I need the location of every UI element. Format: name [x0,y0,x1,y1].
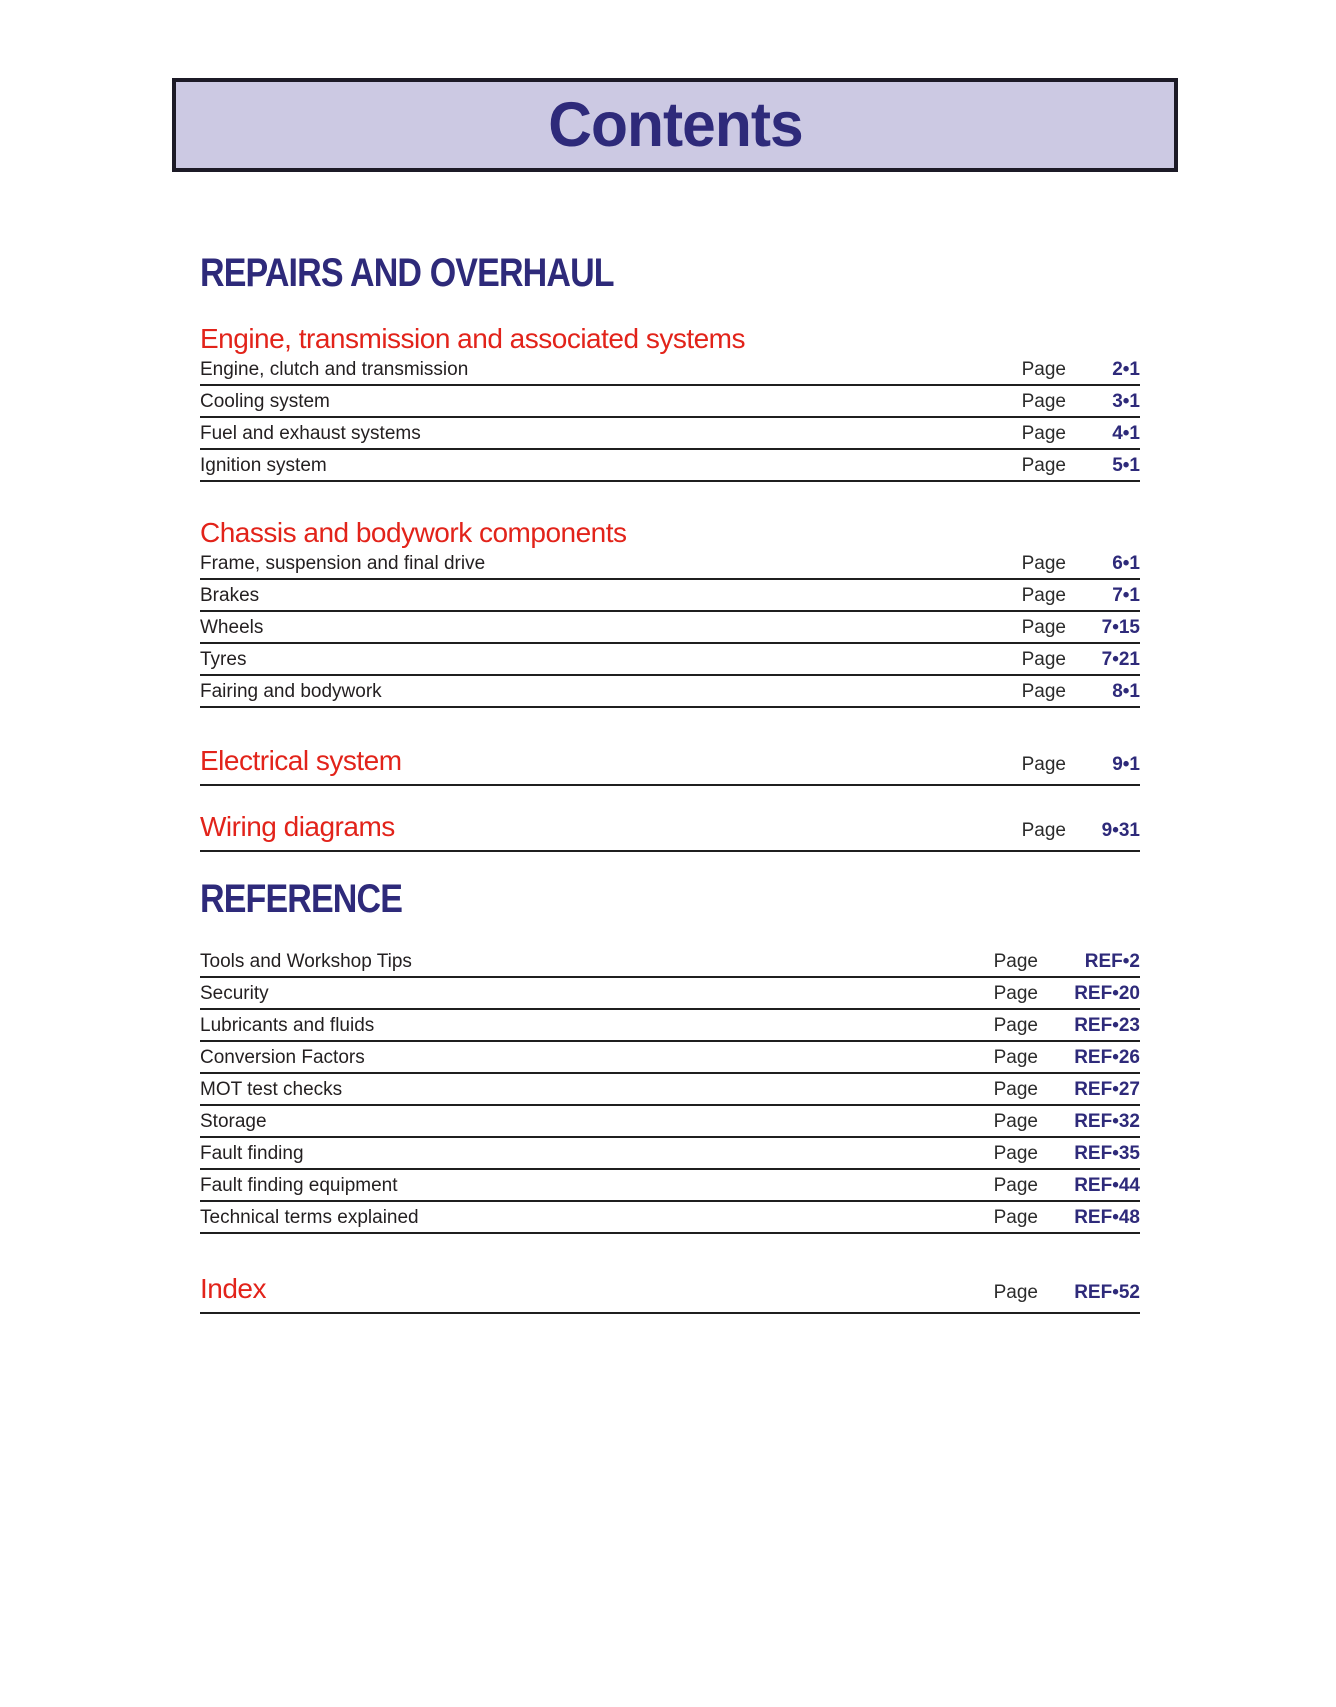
page-cell [994,983,1140,1005]
toc-row [200,1010,1140,1042]
page-word: Page [993,1047,1038,1068]
page-number: 6•1 [1112,553,1140,574]
row-label: Frame, suspension and final drive [200,553,486,574]
page-number: REF•52 [1074,1282,1140,1303]
toc-row [200,1074,1140,1106]
page-number: REF•26 [1074,1047,1140,1068]
page-word: Page [1021,423,1066,444]
row-label: Tyres [200,649,247,670]
page-number: 9•1 [1112,754,1140,775]
index-section-heading: Index [200,1273,266,1304]
page-word: Page [1021,754,1066,775]
toc-row [200,612,1140,644]
toc-row [200,946,1140,978]
page-word: Page [1021,391,1066,412]
page-cell [994,1143,1140,1165]
page-cell [994,951,1140,973]
toc-row [200,676,1140,708]
page-cell [994,1079,1140,1101]
page-number: 4•1 [1112,423,1140,444]
page-cell [994,1207,1140,1229]
electrical-section-heading: Electrical system [200,745,402,776]
page-cell [1022,423,1140,445]
row-label: Tools and Workshop Tips [200,951,412,972]
row-label: Security [200,983,269,1004]
page-cell [994,1175,1140,1197]
row-label: Storage [200,1111,267,1132]
page-number: 7•21 [1101,649,1140,670]
page-word: Page [993,1175,1038,1196]
row-label: Fault finding [200,1143,304,1164]
toc-row [200,450,1140,482]
toc-row [200,1042,1140,1074]
table-of-contents [200,240,1140,1314]
row-label: Lubricants and fluids [200,1015,375,1036]
toc-row [200,580,1140,612]
page-word: Page [993,1111,1038,1132]
page-word: Page [993,1282,1038,1303]
page-number: REF•32 [1074,1111,1140,1132]
page-cell [1022,820,1140,842]
engine-section-heading: Engine, transmission and associated systems [200,323,745,354]
page-number: 7•15 [1101,617,1140,638]
page-cell [994,1282,1140,1304]
page-title: Contents [547,90,803,160]
row-label: MOT test checks [200,1079,343,1100]
page-number: REF•44 [1074,1175,1140,1196]
page-word: Page [993,1079,1038,1100]
page-word: Page [1021,617,1066,638]
toc-row [200,354,1140,386]
contents-banner [172,78,1178,172]
toc-row [200,548,1140,580]
row-label: Technical terms explained [200,1207,419,1228]
wiring-diagrams-row [200,812,1140,852]
index-row [200,1274,1140,1314]
row-label: Cooling system [200,391,330,412]
chassis-section-heading: Chassis and bodywork components [200,517,627,548]
page-word: Page [993,1143,1038,1164]
page-cell [1022,455,1140,477]
page-word: Page [1021,681,1066,702]
toc-row [200,1202,1140,1234]
page-number: 2•1 [1112,359,1140,380]
page-cell [1022,553,1140,575]
page-word: Page [1021,649,1066,670]
page-word: Page [1021,585,1066,606]
toc-row [200,1106,1140,1138]
wiring-section-heading: Wiring diagrams [200,811,395,842]
page-number: REF•23 [1074,1015,1140,1036]
row-label: Brakes [200,585,260,606]
page-number: 8•1 [1112,681,1140,702]
page-number: 9•31 [1101,820,1140,841]
row-label: Wheels [200,617,264,638]
page-word: Page [1021,553,1066,574]
page-number: 7•1 [1112,585,1140,606]
row-label: Fault finding equipment [200,1175,398,1196]
toc-row [200,1138,1140,1170]
row-label: Conversion Factors [200,1047,365,1068]
page-number: REF•27 [1074,1079,1140,1100]
page-number: 5•1 [1112,455,1140,476]
page-word: Page [993,1207,1038,1228]
row-label: Ignition system [200,455,327,476]
page-word: Page [1021,359,1066,380]
row-label: Fuel and exhaust systems [200,423,421,444]
page-word: Page [993,1015,1038,1036]
page-cell [1022,617,1140,639]
page-number: REF•20 [1074,983,1140,1004]
toc-row [200,644,1140,676]
toc-row [200,386,1140,418]
page-number: 3•1 [1112,391,1140,412]
page-number: REF•35 [1074,1143,1140,1164]
reference-heading: REFERENCE [200,877,403,921]
page-word: Page [1021,455,1066,476]
toc-row [200,1170,1140,1202]
page-cell [994,1111,1140,1133]
toc-row [200,418,1140,450]
repairs-overhaul-heading: REPAIRS AND OVERHAUL [200,251,614,295]
page-cell [1022,585,1140,607]
page-word: Page [1021,820,1066,841]
page-cell [1022,359,1140,381]
page-word: Page [993,983,1038,1004]
page-cell [1022,754,1140,776]
page-cell [1022,649,1140,671]
page-number: REF•48 [1074,1207,1140,1228]
page-cell [1022,681,1140,703]
electrical-system-row [200,746,1140,786]
page-number: REF•2 [1084,951,1140,972]
row-label: Engine, clutch and transmission [200,359,469,380]
page-word: Page [993,951,1038,972]
page-cell [994,1015,1140,1037]
row-label: Fairing and bodywork [200,681,382,702]
toc-row [200,978,1140,1010]
page-cell [994,1047,1140,1069]
page-cell [1022,391,1140,413]
